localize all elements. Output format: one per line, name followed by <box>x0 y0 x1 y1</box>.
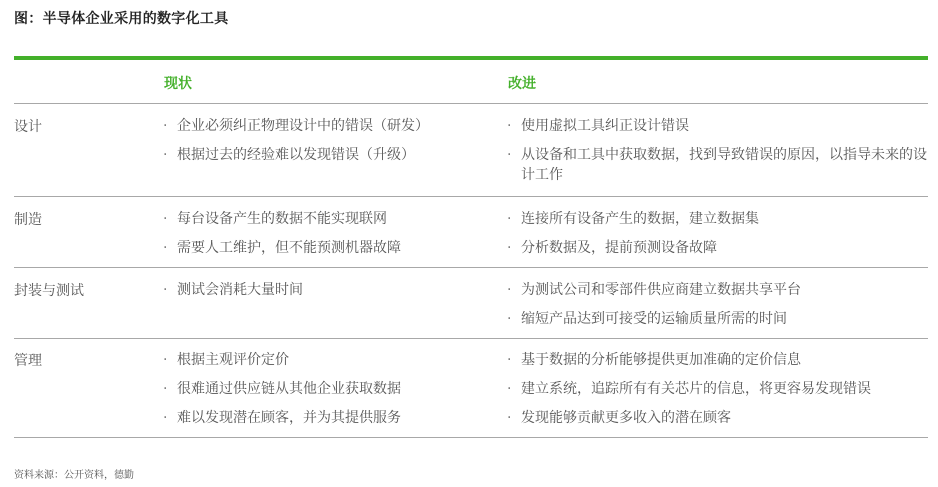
bullet-icon: · <box>163 410 168 426</box>
current-list <box>161 350 491 437</box>
improvement-list <box>505 116 930 194</box>
list-item: · 基于数据的分析能够提供更加准确的定价信息 <box>507 352 801 368</box>
bullet-icon: · <box>507 147 512 163</box>
bullet-icon: · <box>507 282 512 298</box>
bullet-icon: · <box>163 147 168 163</box>
list-item: · 建立系统，追踪所有有关芯片的信息，将更容易发现错误 <box>507 381 871 397</box>
list-item: · 发现能够贡献更多收入的潜在顾客 <box>507 410 731 426</box>
bullet-icon: · <box>507 240 512 256</box>
bullet-icon: · <box>507 118 512 134</box>
source-note: 资料来源：公开资料，德勤 <box>14 470 134 481</box>
figure-title: 图：半导体企业采用的数字化工具 <box>14 11 229 27</box>
list-item: · 为测试公司和零部件供应商建立数据共享平台 <box>507 282 801 298</box>
bullet-icon: · <box>507 311 512 327</box>
list-item: · 从设备和工具中获取数据，找到导致错误的原因，以指导未来的设计工作 <box>507 147 927 183</box>
current-list <box>161 280 491 309</box>
row-category: 封装与测试 <box>14 283 84 299</box>
bullet-icon: · <box>507 352 512 368</box>
column-header-improvement: 改进 <box>508 76 536 92</box>
list-item: · 需要人工维护，但不能预测机器故障 <box>163 240 401 256</box>
list-item: · 测试会消耗大量时间 <box>163 282 303 298</box>
current-list <box>161 116 491 174</box>
improvement-list <box>505 209 930 267</box>
row-category: 制造 <box>14 212 42 228</box>
row-divider <box>14 196 928 197</box>
bullet-icon: · <box>507 211 512 227</box>
bullet-icon: · <box>163 282 168 298</box>
list-item: · 每台设备产生的数据不能实现联网 <box>163 211 387 227</box>
column-header-current: 现状 <box>164 76 192 92</box>
current-list <box>161 209 491 267</box>
bullet-icon: · <box>507 410 512 426</box>
list-item: · 连接所有设备产生的数据，建立数据集 <box>507 211 759 227</box>
row-category: 设计 <box>14 119 42 135</box>
list-item: · 难以发现潜在顾客，并为其提供服务 <box>163 410 401 426</box>
bullet-icon: · <box>163 118 168 134</box>
bullet-icon: · <box>163 240 168 256</box>
row-divider <box>14 267 928 268</box>
list-item: · 根据过去的经验难以发现错误（升级） <box>163 147 415 163</box>
row-divider <box>14 437 928 438</box>
bullet-icon: · <box>163 352 168 368</box>
row-category: 管理 <box>14 353 42 369</box>
list-item: · 根据主观评价定价 <box>163 352 289 368</box>
bullet-icon: · <box>163 211 168 227</box>
bullet-icon: · <box>163 381 168 397</box>
row-divider <box>14 103 928 104</box>
improvement-list <box>505 280 930 338</box>
list-item: · 使用虚拟工具纠正设计错误 <box>507 118 689 134</box>
improvement-list <box>505 350 930 437</box>
row-divider <box>14 338 928 339</box>
header-green-rule <box>14 56 928 60</box>
list-item: · 分析数据及，提前预测设备故障 <box>507 240 717 256</box>
bullet-icon: · <box>507 381 512 397</box>
list-item: · 企业必须纠正物理设计中的错误（研发） <box>163 118 429 134</box>
list-item: · 缩短产品达到可接受的运输质量所需的时间 <box>507 311 787 327</box>
list-item: · 很难通过供应链从其他企业获取数据 <box>163 381 401 397</box>
